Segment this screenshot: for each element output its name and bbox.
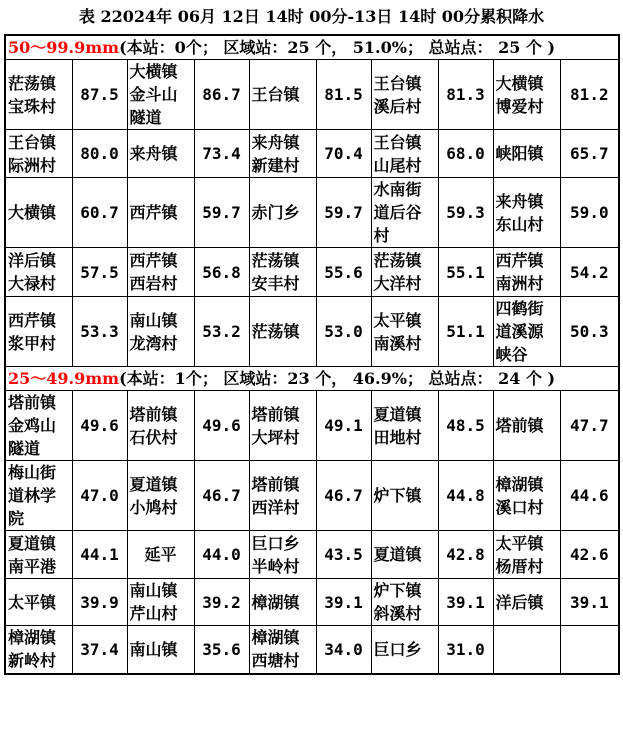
precip-value: 44.0 — [194, 531, 249, 579]
precip-value: 59.0 — [560, 178, 619, 248]
station-name: 塔前镇大坪村 — [249, 391, 316, 461]
precip-value: 34.0 — [316, 626, 371, 674]
precip-value: 46.7 — [194, 461, 249, 531]
precip-value: 42.8 — [438, 531, 493, 579]
precip-value: 44.1 — [72, 531, 127, 579]
station-name: 四鹤街道溪源峡谷 — [493, 297, 560, 367]
station-name: 樟湖镇西塘村 — [249, 626, 316, 674]
station-name: 樟湖镇溪口村 — [493, 461, 560, 531]
precip-value: 39.9 — [72, 579, 127, 626]
precip-value: 53.0 — [316, 297, 371, 367]
station-name: 太平镇 — [5, 579, 72, 626]
precip-value: 53.2 — [194, 297, 249, 367]
station-name: 王台镇山尾村 — [371, 130, 438, 178]
station-name: 来舟镇新建村 — [249, 130, 316, 178]
station-name: 夏道镇田地村 — [371, 391, 438, 461]
precip-value: 60.7 — [72, 178, 127, 248]
station-name: 塔前镇石伏村 — [127, 391, 194, 461]
precip-value: 43.5 — [316, 531, 371, 579]
precip-value: 46.7 — [316, 461, 371, 531]
precip-value: 49.6 — [194, 391, 249, 461]
table-row — [5, 178, 619, 248]
precipitation-table — [4, 34, 620, 675]
station-name: 夏道镇小鸠村 — [127, 461, 194, 531]
section-header — [5, 367, 619, 391]
station-name: 炉下镇斜溪村 — [371, 579, 438, 626]
table-row — [5, 626, 619, 674]
table-row — [5, 461, 619, 531]
station-name: 夏道镇南平港 — [5, 531, 72, 579]
table-row — [5, 391, 619, 461]
precip-value: 55.1 — [438, 248, 493, 297]
station-name: 西芹镇西岩村 — [127, 248, 194, 297]
station-name: 西芹镇 — [127, 178, 194, 248]
precip-value: 59.7 — [194, 178, 249, 248]
station-name: 塔前镇西洋村 — [249, 461, 316, 531]
station-name: 洋后镇 — [493, 579, 560, 626]
station-name: 塔前镇金鸡山隧道 — [5, 391, 72, 461]
section-summary: (本站：0个； 区域站：25 个， 51.0%； 总站点： 25 个 ) — [119, 38, 556, 57]
section-header — [5, 35, 619, 60]
precip-value: 49.1 — [316, 391, 371, 461]
precip-value: 39.1 — [560, 579, 619, 626]
precip-value — [560, 626, 619, 674]
precip-value: 51.1 — [438, 297, 493, 367]
precip-value: 44.8 — [438, 461, 493, 531]
precip-value: 81.5 — [316, 60, 371, 130]
station-name: 水南街道后谷村 — [371, 178, 438, 248]
precip-value: 47.7 — [560, 391, 619, 461]
precip-value: 39.2 — [194, 579, 249, 626]
precip-value: 65.7 — [560, 130, 619, 178]
section-range: 25～49.9mm — [8, 369, 120, 388]
station-name — [493, 626, 560, 674]
station-name: 洋后镇大禄村 — [5, 248, 72, 297]
precip-value: 50.3 — [560, 297, 619, 367]
station-name: 大横镇 — [5, 178, 72, 248]
precip-value: 39.1 — [316, 579, 371, 626]
precip-value: 57.5 — [72, 248, 127, 297]
precip-value: 53.3 — [72, 297, 127, 367]
station-name: 王台镇 — [249, 60, 316, 130]
table-row — [5, 579, 619, 626]
precip-value: 59.7 — [316, 178, 371, 248]
precip-value: 80.0 — [72, 130, 127, 178]
station-name: 茫荡镇安丰村 — [249, 248, 316, 297]
station-name: 塔前镇 — [493, 391, 560, 461]
precip-value: 49.6 — [72, 391, 127, 461]
station-name: 炉下镇 — [371, 461, 438, 531]
station-name: 茫荡镇宝珠村 — [5, 60, 72, 130]
station-name: 大横镇博爱村 — [493, 60, 560, 130]
precip-value: 68.0 — [438, 130, 493, 178]
station-name: 王台镇际洲村 — [5, 130, 72, 178]
station-name: 太平镇南溪村 — [371, 297, 438, 367]
precip-value: 54.2 — [560, 248, 619, 297]
precip-value: 55.6 — [316, 248, 371, 297]
precip-value: 87.5 — [72, 60, 127, 130]
station-name: 樟湖镇 — [249, 579, 316, 626]
station-name: 梅山街道林学院 — [5, 461, 72, 531]
station-name: 来舟镇 — [127, 130, 194, 178]
station-name: 来舟镇东山村 — [493, 178, 560, 248]
precip-value: 73.4 — [194, 130, 249, 178]
precip-value: 81.2 — [560, 60, 619, 130]
station-name: 夏道镇 — [371, 531, 438, 579]
station-name: 巨口乡半岭村 — [249, 531, 316, 579]
precip-value: 70.4 — [316, 130, 371, 178]
station-name: 大横镇金斗山隧道 — [127, 60, 194, 130]
precip-value: 35.6 — [194, 626, 249, 674]
station-name: 樟湖镇新岭村 — [5, 626, 72, 674]
station-name: 峡阳镇 — [493, 130, 560, 178]
table-row — [5, 248, 619, 297]
section-range: 50～99.9mm — [8, 38, 120, 57]
precip-value: 81.3 — [438, 60, 493, 130]
section-summary: (本站：1个； 区域站：23 个， 46.9%； 总站点： 24 个 ) — [119, 369, 556, 388]
table-row — [5, 130, 619, 178]
station-name: 延平 — [127, 531, 194, 579]
table-row — [5, 297, 619, 367]
station-name: 南山镇龙湾村 — [127, 297, 194, 367]
precip-value: 44.6 — [560, 461, 619, 531]
precip-value: 47.0 — [72, 461, 127, 531]
precip-value: 31.0 — [438, 626, 493, 674]
station-name: 南山镇 — [127, 626, 194, 674]
table-row — [5, 60, 619, 130]
station-name: 巨口乡 — [371, 626, 438, 674]
precip-value: 86.7 — [194, 60, 249, 130]
station-name: 西芹镇浆甲村 — [5, 297, 72, 367]
station-name: 茫荡镇大洋村 — [371, 248, 438, 297]
table-row — [5, 531, 619, 579]
station-name: 西芹镇南洲村 — [493, 248, 560, 297]
station-name: 太平镇杨厝村 — [493, 531, 560, 579]
precip-value: 56.8 — [194, 248, 249, 297]
station-name: 南山镇芹山村 — [127, 579, 194, 626]
station-name: 赤门乡 — [249, 178, 316, 248]
precip-value: 59.3 — [438, 178, 493, 248]
page-title: 表 22024年 06月 12日 14时 00分-13日 14时 00分累积降水 — [78, 7, 545, 26]
precip-value: 39.1 — [438, 579, 493, 626]
station-name: 茫荡镇 — [249, 297, 316, 367]
precip-value: 37.4 — [72, 626, 127, 674]
precip-value: 42.6 — [560, 531, 619, 579]
precip-value: 48.5 — [438, 391, 493, 461]
station-name: 王台镇溪后村 — [371, 60, 438, 130]
section-header-row — [5, 35, 619, 60]
section-header-row — [5, 367, 619, 391]
